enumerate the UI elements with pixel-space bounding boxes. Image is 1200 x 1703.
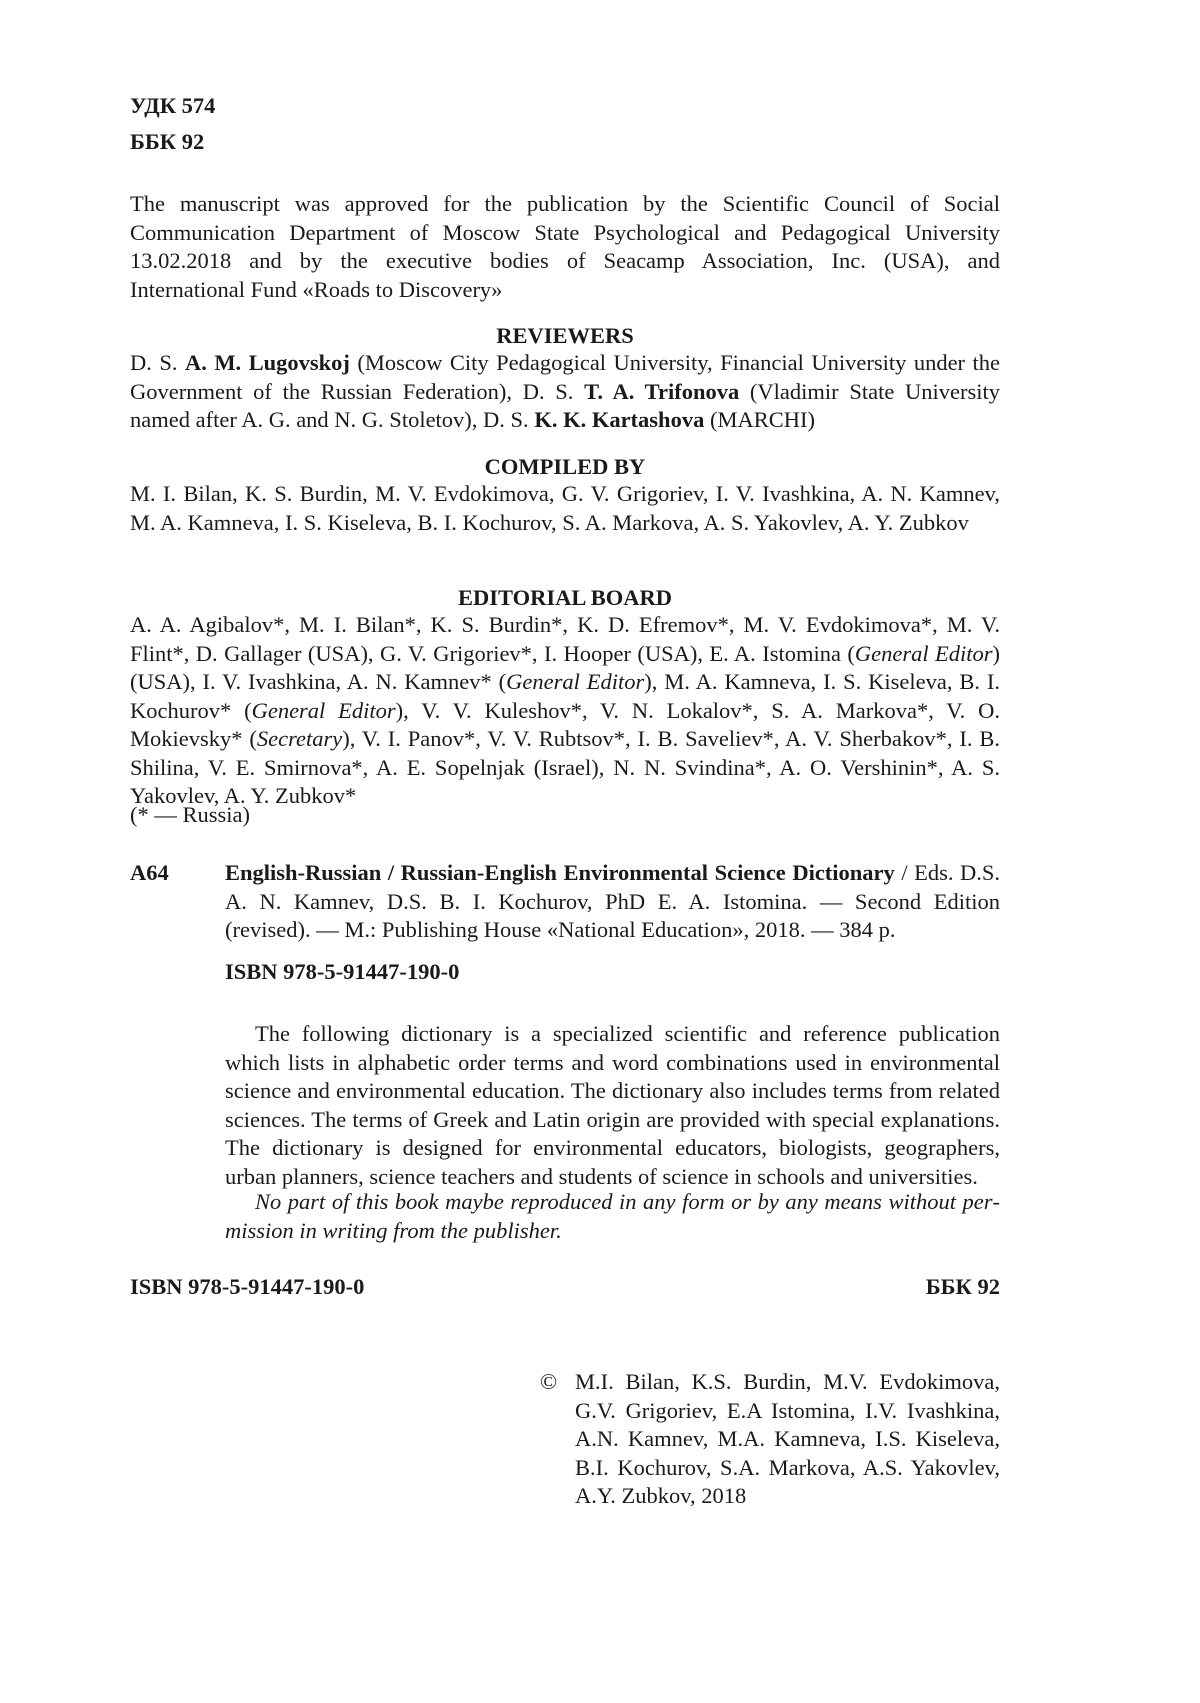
book-title: English-Russian / Russian-English Environmental Science Dictionary [225, 860, 895, 885]
approval-note [130, 190, 1000, 304]
catalog-entry: English-Russian / Russian-English Environmental Science Dictionary / Eds. D.S. A. N. Kamnev, D.S. B. I. Kochurov, PhD E. A. Istomina. — Second Edition (revised). — M.: Publishing House «National Education», 2018. — 384 p. [225, 860, 1000, 942]
bbk-code: ББК 92 [130, 129, 205, 154]
copyright-holders: M.I. Bilan, K.S. Burdin, M.V. Evdokimova, G.V. Grigoriev, E.A Istomina, I.V. Ivashkina, A.N. Kamnev, M.A. Kamneva, I.S. Kiseleva, B.I. Kochurov, S.A. Markova, A.S. Yakovlev, A.Y. Zubkov, 2018 [575, 1369, 1000, 1508]
rights-notice: No part of this book maybe reproduced in any form or by any means without permission in writing from the publisher. [225, 1189, 1000, 1243]
approval-line: The manuscript was approved for the publication by the Scientific Council of Social [130, 191, 1000, 216]
approval-line: 13.02.2018 and by the executive bodies of Seacamp Association, Inc. (USA), and [130, 248, 1000, 273]
approval-line: Communication Department of Moscow State Psychological and Pedagogical University [130, 219, 1000, 245]
compiled-by-text: M. I. Bilan, K. S. Burdin, M. V. Evdokimova, G. V. Grigoriev, I. V. Ivashkina, A. N. Kamnev, M. A. Kamneva, I. S. Kiseleva, B. I. Kochurov, S. A. Markova, A. S. Yakovlev, A. Y. Zubkov [130, 481, 1000, 535]
udk-code: УДК 574 [130, 93, 216, 118]
approval-line: International Fund «Roads to Discovery» [130, 276, 503, 302]
reviewer-name: T. A. Trifonova [584, 378, 740, 404]
country-note: (* — Russia) [130, 802, 250, 827]
reviewer-name: K. K. Kartashova [534, 407, 705, 432]
reviewers-heading: REVIEWERS [496, 323, 634, 348]
compiled-by-heading: COMPILED BY [484, 454, 646, 479]
editorial-board-heading: EDITORIAL BOARD [457, 585, 672, 610]
reviewer-name: A. M. Lugovskoj [184, 350, 350, 375]
catalog-code: A64 [130, 860, 169, 885]
catalog-isbn: ISBN 978-5-91447-190-0 [225, 959, 460, 984]
editor-role: General Editor [854, 640, 993, 666]
editor-role: General Editor [251, 697, 396, 723]
editor-role: General Editor [506, 669, 645, 694]
copyright-icon: © [540, 1369, 558, 1394]
reviewers-text: D. S. A. M. Lugovskoj (Moscow City Pedagogical University, Financial University under the Government of the Russian Federation), D. S. T. A. Trifonova (Vladimir State University named after A. G. and N. G. Stoletov), D. S. K. K. Kartashova (MARCHI) [130, 350, 1001, 432]
footer-bbk: ББК 92 [925, 1274, 1000, 1299]
abstract-text: The following dictionary is a specialized scientific and reference publication which lists in alphabetic order terms and word combinations used in environmental science and environmental education. The dictionary also includes terms from related sciences. The terms of Greek and Latin origin are provided with special explanations. The dictionary is designed for environmental educators, biologists, geographers, urban planners, science teachers and students of science in schools and universities. [225, 1021, 1000, 1189]
editor-role: Secretary [256, 726, 343, 751]
footer-isbn: ISBN 978-5-91447-190-0 [130, 1274, 365, 1299]
editorial-board-text: A. A. Agibalov*, M. I. Bilan*, K. S. Burdin*, K. D. Efremov*, M. V. Evdokimova*, M. V. Flint*, D. Gallager (USA), G. V. Grigoriev*, I. Hooper (USA), E. A. Istomina (General Editor) (USA), I. V. Ivashkina, A. N. Kamnev* (General Editor), M. A. Kamneva, I. S. Kiseleva, B. I. Kochurov* (General Editor), V. V. Kuleshov*, V. N. Lokalov*, S. A. Markova*, V. O. Mokievsky* (Secretary), V. I. Panov*, V. V. Rubtsov*, I. B. Saveliev*, A. V. Sherbakov*, I. B. Shilina, V. E. Smirnova*, A. E. Sopelnjak (Israel), N. N. Svindina*, A. O. Vershinin*, A. S. Yakovlev, A. Y. Zubkov* [130, 612, 1001, 808]
